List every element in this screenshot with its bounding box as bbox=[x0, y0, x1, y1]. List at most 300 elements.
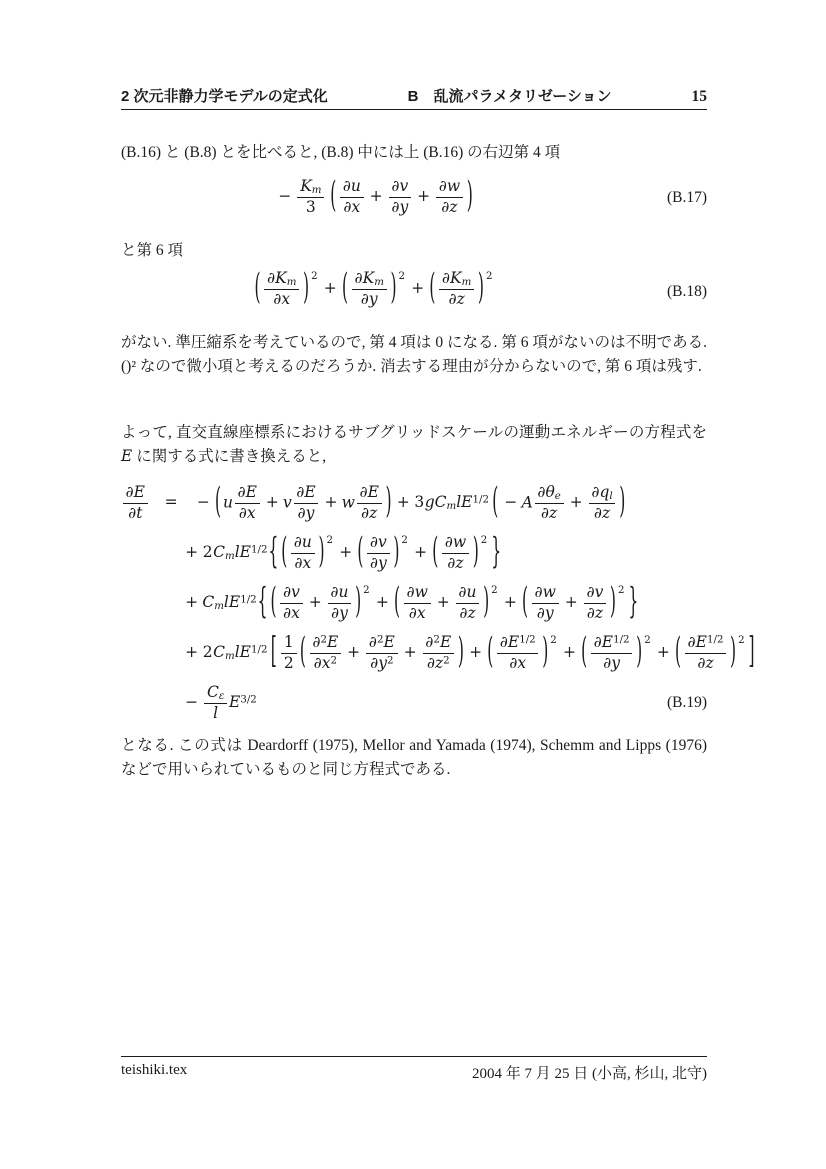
math-operator: + bbox=[185, 593, 199, 611]
math-numerator bbox=[535, 484, 564, 504]
equation-b18-label: (B.18) bbox=[666, 283, 707, 300]
math-var: g bbox=[424, 493, 435, 511]
math-var: ∂y bbox=[603, 653, 621, 672]
equation-b17 bbox=[121, 168, 707, 228]
math-group-inner bbox=[307, 634, 457, 673]
equation-b17-body bbox=[121, 168, 707, 217]
math-superscript: 2 bbox=[376, 634, 384, 646]
math-number: 2 bbox=[202, 543, 213, 561]
math-numerator bbox=[497, 634, 538, 654]
math-var: ∂u bbox=[293, 532, 312, 551]
paragraph-discussion: がない. 準圧縮系を考えているので, 第 4 項は 0 になる. 第 6 項がないのは不明である. ()² なので微小項と考えるのだろうか. 消去する理由が分からないので, 第 6 項は残す. bbox=[121, 334, 707, 375]
math-group-inner bbox=[588, 634, 635, 673]
math-close-delimiter: ) bbox=[303, 266, 310, 308]
footer-rule bbox=[121, 1056, 707, 1057]
math-operator: + bbox=[411, 279, 425, 298]
math-open-delimiter: ( bbox=[299, 630, 306, 672]
math-var: ∂ bbox=[368, 632, 377, 651]
text-segment: に関する式に書き換えると, bbox=[132, 447, 327, 465]
paragraph-references: となる. この式は Deardorff (1975), Mellor and Yamada (1974), Schemm and Lipps (1976) などで用いられているものと同じ方程式である. bbox=[121, 737, 707, 778]
math-var: ∂ bbox=[425, 632, 434, 651]
math-var: ∂y bbox=[331, 603, 348, 622]
math-var: ∂z bbox=[447, 553, 464, 572]
math-var: ∂y bbox=[370, 653, 387, 672]
math-open-delimiter: ( bbox=[429, 266, 436, 308]
math-var: ∂z bbox=[361, 503, 378, 522]
math-group-inner bbox=[436, 270, 476, 309]
math-operator: + bbox=[414, 543, 428, 561]
math-numerator bbox=[367, 534, 389, 554]
math-close-delimiter: ) bbox=[355, 580, 362, 622]
math-group bbox=[257, 580, 640, 623]
math-close-delimiter: ) bbox=[609, 580, 616, 622]
math-denominator bbox=[204, 704, 227, 723]
math-group-inner bbox=[494, 634, 541, 673]
math-group-inner bbox=[439, 534, 471, 573]
math-row bbox=[181, 682, 257, 722]
math-group-superscript: 2 bbox=[398, 271, 406, 283]
math-var: ∂z bbox=[586, 603, 604, 622]
math-var: ∂v bbox=[369, 532, 387, 551]
math-denominator bbox=[535, 504, 564, 523]
math-fraction bbox=[264, 270, 299, 309]
math-fraction bbox=[497, 634, 538, 673]
math-close-delimiter: ] bbox=[748, 630, 755, 672]
math-subscript: m bbox=[446, 501, 457, 513]
math-var: l bbox=[223, 593, 229, 611]
math-fraction bbox=[204, 684, 227, 723]
math-group bbox=[329, 174, 474, 217]
math-operator: + bbox=[503, 593, 517, 611]
math-open-delimiter: ( bbox=[281, 530, 288, 572]
math-group-inner bbox=[262, 270, 302, 309]
math-var: E bbox=[239, 643, 251, 661]
math-var: l bbox=[213, 703, 219, 722]
math-open-delimiter: ( bbox=[492, 480, 499, 522]
paragraph-and-6th-term: と第 6 項 bbox=[121, 242, 184, 259]
math-var: ∂v bbox=[283, 582, 300, 601]
math-var: C bbox=[434, 493, 447, 511]
math-var: A bbox=[521, 493, 533, 511]
math-fraction bbox=[404, 584, 431, 623]
math-var: ∂u bbox=[330, 582, 349, 601]
math-numerator bbox=[297, 178, 324, 198]
math-var: ∂y bbox=[536, 603, 554, 622]
math-var: w bbox=[341, 493, 355, 511]
math-operator: + bbox=[656, 643, 670, 661]
math-fraction bbox=[357, 484, 382, 523]
math-fraction bbox=[235, 484, 260, 523]
paragraph-rewrite bbox=[121, 421, 707, 468]
math-var: l bbox=[234, 643, 240, 661]
math-number: 3 bbox=[305, 197, 316, 216]
math-var: ∂w bbox=[444, 532, 467, 551]
math-numerator bbox=[591, 634, 632, 654]
math-denominator bbox=[497, 654, 538, 673]
math-row bbox=[274, 174, 474, 216]
math-denominator bbox=[291, 554, 315, 573]
math-numerator bbox=[281, 634, 297, 654]
math-numerator bbox=[235, 484, 260, 504]
math-group bbox=[269, 580, 362, 623]
math-operator: + bbox=[417, 187, 431, 206]
math-group-inner bbox=[278, 630, 748, 673]
math-var: ∂z bbox=[541, 503, 558, 522]
math-var: ∂x bbox=[238, 503, 256, 522]
math-group-inner bbox=[222, 484, 384, 523]
footer-filename: teishiki.tex bbox=[121, 1062, 188, 1078]
math-group bbox=[521, 580, 617, 623]
math-var: ∂w bbox=[534, 582, 556, 601]
math-group bbox=[341, 266, 398, 309]
math-close-delimiter: } bbox=[491, 530, 502, 572]
math-group-superscript: 2 bbox=[738, 635, 745, 646]
math-group-superscript: 2 bbox=[311, 271, 318, 283]
math-group bbox=[267, 530, 502, 573]
math-var: ∂y bbox=[360, 289, 378, 308]
math-group bbox=[214, 480, 393, 523]
math-superscript: 1/2 bbox=[240, 594, 257, 606]
math-denominator bbox=[532, 604, 559, 623]
math-row bbox=[181, 630, 756, 672]
math-superscript: 2 bbox=[330, 654, 337, 666]
math-group-superscript: 2 bbox=[485, 271, 493, 283]
math-superscript: 2 bbox=[386, 654, 394, 666]
math-var: u bbox=[222, 493, 233, 511]
math-inline-var: E bbox=[121, 446, 133, 465]
math-fraction bbox=[532, 584, 559, 623]
equation-b19-row-3 bbox=[121, 578, 707, 628]
math-open-delimiter: ( bbox=[270, 580, 277, 622]
math-operator: + bbox=[323, 279, 337, 298]
math-operator: − bbox=[278, 187, 292, 206]
math-fraction bbox=[442, 534, 469, 573]
math-fraction bbox=[340, 178, 364, 217]
math-var: ∂E bbox=[687, 632, 708, 651]
math-var: l bbox=[234, 543, 240, 561]
math-denominator bbox=[366, 654, 397, 673]
math-close-delimiter: ) bbox=[730, 630, 737, 672]
math-numerator bbox=[436, 178, 463, 198]
math-var: ∂v bbox=[391, 177, 409, 195]
math-open-delimiter: [ bbox=[270, 630, 277, 672]
math-denominator bbox=[389, 198, 411, 217]
math-denominator bbox=[328, 604, 352, 623]
math-group-superscript: 2 bbox=[363, 585, 370, 596]
math-group-inner bbox=[401, 584, 482, 623]
math-group-inner bbox=[269, 580, 628, 623]
math-fraction bbox=[280, 584, 302, 623]
math-numerator bbox=[456, 584, 480, 604]
math-close-delimiter: ) bbox=[318, 530, 325, 572]
math-superscript: 2 bbox=[433, 634, 440, 646]
math-var: ∂q bbox=[591, 482, 610, 501]
math-numerator bbox=[310, 634, 341, 654]
equation-b17-label: (B.17) bbox=[666, 189, 707, 206]
math-var: ∂t bbox=[128, 503, 143, 522]
math-var: ∂x bbox=[273, 289, 291, 308]
math-operator: − bbox=[196, 493, 210, 511]
math-close-delimiter: ) bbox=[393, 530, 400, 572]
math-var: ∂E bbox=[237, 482, 257, 501]
math-fraction bbox=[685, 634, 726, 673]
math-row bbox=[181, 580, 639, 622]
math-operator: + bbox=[369, 187, 383, 206]
math-numerator bbox=[584, 584, 606, 604]
math-var: ∂z bbox=[426, 653, 444, 672]
math-numerator bbox=[685, 634, 726, 654]
math-group bbox=[280, 530, 325, 573]
math-group-inner bbox=[529, 584, 609, 623]
math-number: 3 bbox=[414, 493, 425, 511]
math-var: E bbox=[439, 632, 452, 651]
math-var: ∂x bbox=[294, 553, 312, 572]
math-fraction bbox=[436, 178, 463, 217]
math-denominator bbox=[264, 290, 299, 309]
math-var: ∂E bbox=[359, 482, 379, 501]
math-fraction bbox=[591, 634, 632, 673]
math-var: E bbox=[239, 543, 251, 561]
math-var: ∂u bbox=[342, 177, 361, 195]
math-open-delimiter: { bbox=[268, 530, 279, 572]
math-denominator bbox=[584, 604, 606, 623]
math-var: ∂y bbox=[391, 197, 409, 216]
math-var: ∂x bbox=[313, 653, 331, 672]
math-var: ∂E bbox=[593, 632, 614, 651]
math-group-inner bbox=[337, 178, 465, 217]
math-operator: = bbox=[164, 493, 178, 511]
math-close-delimiter: ) bbox=[483, 580, 490, 622]
math-var: E bbox=[326, 632, 339, 651]
math-denominator bbox=[281, 654, 297, 673]
math-var: ∂θ bbox=[537, 482, 555, 501]
equation-b17-math bbox=[274, 174, 474, 216]
math-numerator bbox=[352, 270, 387, 290]
math-fraction bbox=[389, 178, 411, 217]
math-fraction bbox=[423, 634, 454, 673]
page-footer bbox=[121, 1062, 707, 1083]
math-operator: + bbox=[265, 493, 279, 511]
math-superscript: 1/2 bbox=[707, 634, 724, 646]
math-fraction bbox=[352, 270, 387, 309]
math-var: E bbox=[461, 493, 473, 511]
math-var: ∂z bbox=[448, 289, 465, 308]
math-numerator bbox=[328, 584, 352, 604]
math-fraction bbox=[328, 584, 352, 623]
math-subscript: m bbox=[225, 651, 235, 663]
math-denominator bbox=[280, 604, 302, 623]
math-var: C bbox=[202, 593, 215, 611]
math-group bbox=[431, 530, 480, 573]
math-close-delimiter: ) bbox=[477, 266, 484, 308]
math-var: ∂K bbox=[354, 269, 375, 287]
header-subsection-title: B 乱流パラメタリゼーション bbox=[407, 88, 612, 105]
equation-b19-row-1-math bbox=[121, 480, 626, 523]
math-numerator bbox=[340, 178, 364, 198]
math-row bbox=[181, 530, 502, 572]
math-group-superscript: 2 bbox=[480, 535, 488, 546]
math-group-superscript: 2 bbox=[491, 585, 498, 596]
math-superscript: 1/2 bbox=[251, 544, 268, 556]
math-var: ∂E bbox=[296, 482, 316, 501]
math-denominator bbox=[294, 504, 319, 523]
math-operator: + bbox=[339, 543, 353, 561]
math-numerator bbox=[366, 634, 397, 654]
equation-b19 bbox=[121, 478, 755, 728]
math-denominator bbox=[456, 604, 480, 623]
math-subscript: m bbox=[286, 277, 297, 289]
math-open-delimiter: ( bbox=[215, 480, 222, 522]
math-denominator bbox=[357, 504, 382, 523]
math-close-delimiter: ) bbox=[466, 174, 473, 216]
math-denominator bbox=[367, 554, 389, 573]
math-denominator bbox=[436, 198, 463, 217]
math-row bbox=[121, 480, 626, 522]
equation-b18 bbox=[121, 260, 707, 324]
equation-b19-row-1 bbox=[121, 478, 707, 528]
math-group-superscript: 2 bbox=[550, 635, 557, 646]
equation-b18-body bbox=[121, 260, 707, 309]
math-operator: + bbox=[569, 493, 583, 511]
math-numerator bbox=[423, 634, 454, 654]
equation-b19-row-2-math bbox=[181, 530, 502, 573]
math-row bbox=[254, 266, 495, 308]
math-operator: + bbox=[562, 643, 576, 661]
equation-b19-row-2 bbox=[121, 528, 707, 578]
math-group bbox=[486, 630, 549, 673]
math-var: ∂x bbox=[509, 653, 527, 672]
math-operator: + bbox=[396, 493, 410, 511]
math-group bbox=[254, 266, 311, 309]
math-fraction bbox=[297, 178, 324, 217]
math-fraction bbox=[456, 584, 480, 623]
math-superscript: 2 bbox=[320, 634, 327, 646]
math-group-superscript: 2 bbox=[644, 635, 651, 646]
math-superscript: 2 bbox=[443, 654, 450, 666]
equation-b18-math bbox=[254, 266, 495, 308]
math-operator: + bbox=[347, 643, 361, 661]
math-open-delimiter: ( bbox=[432, 530, 439, 572]
math-close-delimiter: ) bbox=[619, 480, 626, 522]
math-close-delimiter: ) bbox=[385, 480, 392, 522]
math-fraction bbox=[366, 634, 397, 673]
math-var: ∂y bbox=[369, 553, 387, 572]
math-fraction bbox=[589, 484, 616, 523]
math-operator: + bbox=[185, 543, 199, 561]
math-numerator bbox=[439, 270, 474, 290]
math-superscript: 1/2 bbox=[472, 494, 489, 506]
math-denominator bbox=[340, 198, 364, 217]
math-fraction bbox=[367, 534, 389, 573]
math-var: C bbox=[213, 543, 225, 561]
math-superscript: 1/2 bbox=[251, 644, 268, 656]
footer-date-authors: 2004 年 7 月 25 日 (小高, 杉山, 北守) bbox=[472, 1066, 707, 1082]
math-close-delimiter: ) bbox=[472, 530, 479, 572]
math-group-inner bbox=[278, 584, 355, 623]
math-numerator bbox=[589, 484, 616, 504]
math-fraction bbox=[535, 484, 564, 523]
math-group bbox=[356, 530, 400, 573]
math-group bbox=[393, 580, 490, 623]
math-operator: + bbox=[436, 593, 450, 611]
math-denominator bbox=[591, 654, 632, 673]
equation-b19-label: (B.19) bbox=[666, 694, 707, 711]
math-group bbox=[270, 630, 756, 673]
math-var: ∂u bbox=[458, 582, 477, 601]
math-subscript: ε bbox=[218, 690, 225, 702]
math-number: 2 bbox=[202, 643, 213, 661]
math-var: ∂K bbox=[267, 269, 287, 287]
math-operator: + bbox=[375, 593, 389, 611]
math-numerator bbox=[294, 484, 319, 504]
math-group bbox=[674, 630, 737, 673]
math-open-delimiter: ( bbox=[393, 580, 401, 622]
math-fraction bbox=[291, 534, 315, 573]
math-open-delimiter: ( bbox=[581, 630, 588, 672]
math-number: 2 bbox=[283, 653, 294, 672]
math-open-delimiter: ( bbox=[341, 266, 349, 308]
math-subscript: m bbox=[225, 551, 235, 563]
math-var: ∂E bbox=[125, 482, 145, 501]
math-var: C bbox=[213, 643, 225, 661]
math-operator: − bbox=[185, 693, 199, 711]
math-var: E bbox=[383, 632, 395, 651]
math-close-delimiter: ) bbox=[390, 266, 397, 308]
math-numerator bbox=[389, 178, 411, 198]
math-denominator bbox=[423, 654, 454, 673]
math-denominator bbox=[439, 290, 474, 309]
math-group bbox=[299, 630, 465, 673]
math-var: v bbox=[282, 493, 292, 511]
math-numerator bbox=[204, 684, 227, 704]
math-fraction bbox=[310, 634, 341, 673]
equation-b19-row-4 bbox=[121, 628, 755, 678]
math-var: ∂ bbox=[312, 632, 321, 651]
math-var: ∂x bbox=[283, 603, 300, 622]
math-numerator bbox=[404, 584, 431, 604]
text-segment: よって, 直交直線座標系におけるサブグリッドスケールの運動エネルギーの方程式を bbox=[121, 424, 707, 441]
equation-b19-row-3-math bbox=[181, 580, 639, 623]
math-denominator bbox=[297, 198, 324, 217]
math-operator: + bbox=[324, 493, 338, 511]
math-open-delimiter: ( bbox=[254, 266, 261, 308]
math-operator: + bbox=[564, 593, 578, 611]
math-number: 1 bbox=[283, 632, 294, 651]
math-denominator bbox=[589, 504, 616, 523]
math-group bbox=[580, 630, 643, 673]
header-section-title: 2 次元非静力学モデルの定式化 bbox=[121, 88, 328, 105]
math-numerator bbox=[280, 584, 302, 604]
math-open-delimiter: ( bbox=[522, 580, 529, 622]
math-denominator bbox=[442, 554, 469, 573]
page-number: 15 bbox=[691, 88, 707, 105]
math-group-inner bbox=[499, 484, 618, 523]
math-numerator bbox=[123, 484, 148, 504]
math-var: K bbox=[300, 177, 312, 195]
math-var: ∂x bbox=[408, 603, 426, 622]
equation-b19-row-5-math bbox=[181, 684, 257, 723]
math-var: ∂y bbox=[297, 503, 315, 522]
math-subscript: m bbox=[311, 185, 322, 197]
math-subscript: l bbox=[609, 490, 613, 502]
math-fraction bbox=[123, 484, 148, 523]
math-var: ∂z bbox=[697, 653, 714, 672]
math-group-inner bbox=[364, 534, 392, 573]
math-numerator bbox=[291, 534, 315, 554]
math-close-delimiter: ) bbox=[542, 630, 549, 672]
math-fraction bbox=[439, 270, 474, 309]
math-operator: + bbox=[185, 643, 199, 661]
